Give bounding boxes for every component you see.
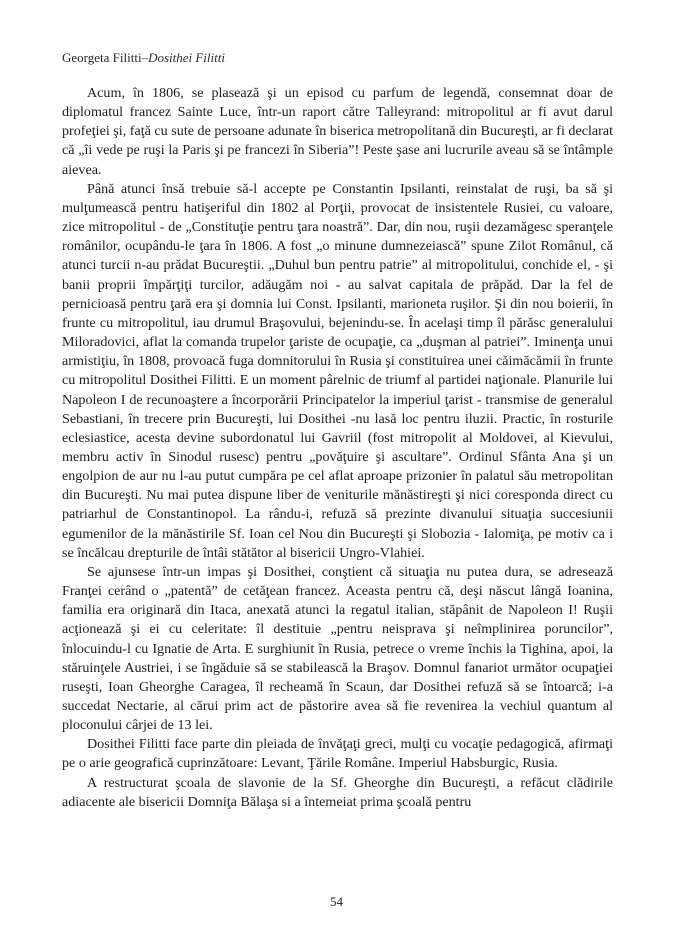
paragraph: Dosithei Filitti face parte din pleiada de învăţaţi greci, mulţi cu vocaţie pedagogică, afirmaţi pe o arie geografică cuprinzătoare: Levant, Ţările Române. Imperiul Habsburgic, Rusia.	[62, 736, 613, 772]
body-text	[62, 84, 613, 812]
header-author: Georgeta Filitti	[62, 50, 142, 65]
running-header	[62, 50, 225, 66]
paragraph: A restructurat şcoala de slavonie de la Sf. Gheorghe din Bucureşti, a refăcut clădirile adiacente ale bisericii Domniţa Bălaşa si a întemeiat prima şcoală pentru	[62, 774, 613, 810]
paragraph: Se ajunsese într-un impas şi Dosithei, conştient că situaţia nu putea dura, se adresează Franţei cerând o „patentă” de cetăţean francez. Aceasta pentru că, deşi născut lângă Ioanina, familia era originară din Itaca, anexată atunci la regatul italian, stăpânit de Napoleon I! Ruşii acţionează şi ei cu celeritate: îl destituie „pentru neisprava şi neîmplinirea poruncilor”, înlocuindu-l cu Ignatie de Arta. E surghiunit în Rusia, petrece o vreme închis la Tighina, apoi, la stăruinţele Austriei, i se îngăduie să se stabilească la Braşov. Domnul fanariot următor ocupaţiei ruseşti, Ioan Gheorghe Caragea, îl recheamă în Scaun, dar Dosithei refuză să se întoarcă; i-a succedat Nectarie, al cărui prim act de păstorire avea să fie revenirea la vechiul quantum al ploconului cârjei de 13 lei.	[62, 563, 613, 734]
header-dash: –	[141, 50, 149, 65]
header-title: Dosithei Filitti	[148, 50, 225, 65]
page-number: 54	[330, 894, 343, 909]
paragraph: Acum, în 1806, se plasează şi un episod cu parfum de legendă, consemnat doar de diplomatul francez Sainte Luce, într-un raport către Talleyrand: mitropolitul ar fi avut darul profeţiei şi, faţă cu sute de persoane adunate în biserica metropolitană din Bucureşti, ar fi declarat că „îi vede pe ruşi la Paris şi pe francezi în Siberia”! Peste şase ani lucrurile aveau să se întâmple aievea.	[62, 85, 613, 178]
paragraph: Până atunci însă trebuie să-l accepte pe Constantin Ipsilanti, reinstalat de ruşi, ba să şi mulţumească pentru hatişeriful din 1802 al Porţii, provocat de insistentele Rusiei, cu valoare, zice mitropolitul - de „Constituţie pentru ţara noastră”. Dar, din nou, ruşii dezamăgesc speranţele românilor, ocupându-le ţara în 1806. A fost „o minune dumnezeiască” spune Zilot Românul, că atunci turcii n-au prădat Bucureştii. „Duhul bun pentru patrie” al mitropolitului, conchide el, - şi banii proprii împărţiţi turcilor, adăugăm noi - au salvat capitala de prăpăd. Dar la fel de pernicioasă pentru ţară era şi domnia lui Const. Ipsilanti, marioneta ruşilor. Şi din nou boierii, în frunte cu mitropolitul, iau drumul Braşovului, bejenindu-se. În acelaşi timp îl părăsc generalului Miloradovici, aflat la comanda trupelor ţariste de ocupaţie, ca „duşman al patriei”. Iminenţa unui armistiţiu, în 1808, provoacă fuga domnitorului în Rusia şi constituirea unei căimăcămii în frunte cu mitropolitul Dosithei Filitti. E un moment pârelnic de triumf al partidei naţionale. Planurile lui Napoleon I de recunoaştere a încorporării Principatelor la imperiul ţarist - transmise de generalul Sebastiani, în trecere prin Bucureşti, lui Dosithei -nu lasă loc pentru iluzii. Practic, în rosturile eclesiastice, acesta devine subordonatul lui Gavriil (fost mitropolit al Moldovei, al Kievului, membru activ în Sinodul rusesc) pentru „povăţuire şi ascultare”. Ordinul Sfânta Ana şi un engolpion de aur nu l-au putut cumpăra pe cel aflat aproape prizonier în palatul său metropolitan din Bucureşti. Nu mai putea dispune liber de veniturile mănăstireşti şi nici coresponda direct cu patriarhul de Constantinopol. La rându-i, refuză să prezinte divanului situaţia succesiunii egumenilor de la mănăstirile Sf. Ioan cel Nou din Bucureşti şi Slobozia - Ialomiţa, pe motiv ca i se încălcau drepturile de întâi stătător al bisericii Ungro-Vlahiei.	[62, 180, 613, 561]
